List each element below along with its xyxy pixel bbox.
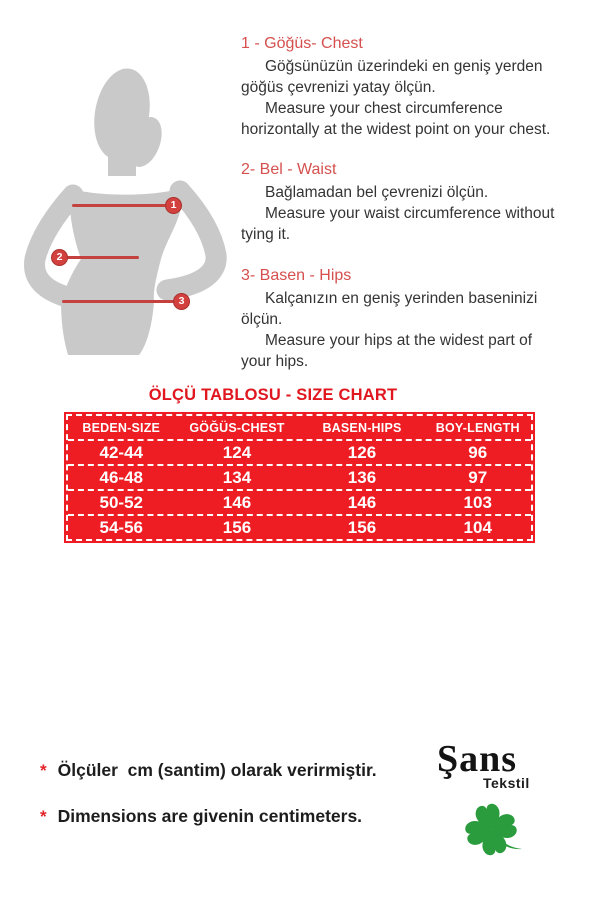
size-chart-table-inner (66, 414, 533, 541)
table-cell: 42-44 (99, 442, 143, 462)
instruction-line: Measure your waist circumference without (265, 205, 555, 222)
instruction-line: your hips. (241, 353, 309, 370)
table-cell: 146 (347, 492, 377, 512)
instruction-line: Göğsünüzün üzerindeki en geniş yerden (265, 58, 543, 75)
clover-icon (451, 795, 531, 861)
table-cell: 54-56 (99, 517, 143, 537)
table-row (68, 514, 531, 539)
table-row (68, 489, 531, 514)
table-cell: 136 (347, 467, 377, 487)
footnote (40, 806, 362, 827)
footnote-text: Ölçüler cm (santim) olarak verirmiştir. (57, 760, 377, 780)
instruction-line: Bağlamadan bel çevrenizi ölçün. (265, 184, 489, 201)
asterisk-icon: * (40, 761, 47, 780)
footnote (40, 760, 377, 781)
measurement-instructions (241, 26, 599, 371)
hips-section (241, 265, 599, 372)
table-cell: 146 (222, 492, 252, 512)
header-cell-beden-size: BEDEN-SIZE (82, 420, 161, 435)
instruction-line: ölçün. (241, 311, 283, 328)
instruction-line: Measure your chest circumference (265, 100, 503, 117)
table-cell: 97 (468, 467, 488, 487)
chest-section (241, 33, 599, 140)
chest-marker-badge: 1 (165, 197, 182, 214)
section-heading: 3- Basen - Hips (241, 267, 352, 284)
header-cell-gogus-chest: GÖĞÜS-CHEST (189, 420, 285, 435)
table-row (68, 439, 531, 464)
brand-logo (437, 740, 552, 866)
table-cell: 156 (222, 517, 252, 537)
chest-measure-line (72, 204, 174, 207)
body-measurement-figure (15, 40, 235, 370)
section-heading: 1 - Göğüs- Chest (241, 35, 363, 52)
table-cell: 124 (222, 442, 252, 462)
hips-marker-badge: 3 (173, 293, 190, 310)
instruction-line: tying it. (241, 226, 291, 243)
header-cell-basen-hips: BASEN-HIPS (322, 420, 402, 435)
section-heading: 2- Bel - Waist (241, 161, 337, 178)
asterisk-icon: * (40, 807, 47, 826)
table-cell: 50-52 (99, 492, 143, 512)
waist-measure-line (59, 256, 139, 259)
instruction-line: Measure your hips at the widest part of (265, 332, 533, 349)
brand-subtitle: Tekstil (483, 775, 530, 791)
size-chart-table (64, 412, 535, 543)
table-cell: 46-48 (99, 467, 143, 487)
brand-name: Şans (437, 738, 518, 780)
instruction-line: göğüs çevrenizi yatay ölçün. (241, 79, 436, 96)
hips-measure-line (62, 300, 182, 303)
table-cell: 103 (463, 492, 492, 512)
table-row (68, 464, 531, 489)
table-header-row (68, 416, 531, 439)
table-cell: 96 (468, 442, 488, 462)
instruction-line: Kalçanızın en geniş yerinden baseninizi (265, 290, 538, 307)
table-cell: 134 (222, 467, 252, 487)
waist-section (241, 159, 599, 245)
header-cell-boy-length: BOY-LENGTH (435, 420, 520, 435)
footnote-text: Dimensions are givenin centimeters. (57, 806, 363, 826)
size-chart-title: ÖLÇÜ TABLOSU - SIZE CHART (148, 386, 398, 404)
table-cell: 126 (347, 442, 377, 462)
table-cell: 104 (463, 517, 492, 537)
waist-marker-badge: 2 (51, 249, 68, 266)
instruction-line: horizontally at the widest point on your chest. (241, 121, 551, 138)
table-cell: 156 (347, 517, 377, 537)
